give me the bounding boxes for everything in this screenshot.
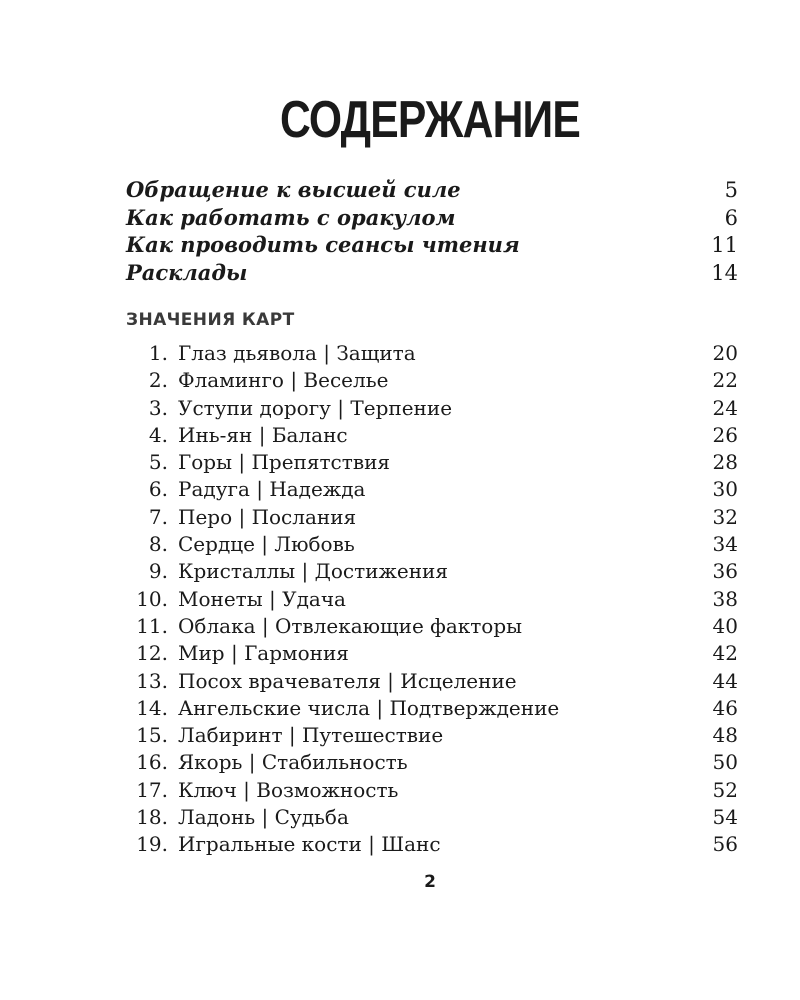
card-page: 44 [712,668,738,693]
card-entry[interactable] [126,805,738,832]
card-page: 20 [712,341,738,365]
card-number: 1. [148,341,168,365]
card-number: 11. [136,613,168,638]
card-entry[interactable] [126,587,738,614]
card-number: 3. [148,395,168,420]
card-page: 46 [712,695,738,720]
card-title: Радуга | Надежда [178,477,366,502]
card-entry[interactable] [126,477,738,504]
toc-entry[interactable] [126,177,738,205]
card-title: Перо | Послания [178,504,357,529]
card-number: 8. [148,532,168,557]
card-number: 14. [136,695,168,720]
card-number: 10. [136,586,168,611]
card-title: Облака | Отвлекающие факторы [178,613,523,638]
card-title: Фламинго | Веселье [178,368,389,393]
toc-entry[interactable] [126,205,738,233]
toc-entry-title: Расклады [126,259,248,285]
card-page: 28 [712,450,738,475]
card-title: Лабиринт | Путешествие [178,723,444,748]
card-number: 17. [136,777,168,802]
card-entry[interactable] [126,368,738,395]
card-number: 5. [148,450,168,475]
card-page: 50 [712,750,738,775]
page-number: 2 [424,872,436,892]
toc-entry[interactable] [126,260,738,288]
toc-entry-title: Как проводить сеансы чтения [126,232,520,257]
toc-entry-page: 11 [711,233,738,257]
card-entry[interactable] [126,669,738,696]
card-page: 26 [712,422,738,447]
card-entry[interactable] [126,750,738,777]
card-title: Кристаллы | Достижения [178,559,448,584]
card-entry[interactable] [126,505,738,532]
card-entry[interactable] [126,614,738,641]
card-number: 15. [136,723,168,748]
toc-entry-page: 14 [711,260,738,285]
card-title: Инь-ян | Баланс [178,422,348,447]
toc-entry-title: Как работать с оракулом [126,204,456,230]
card-title: Якорь | Стабильность [178,750,408,775]
card-number: 12. [136,641,168,666]
card-number: 4. [148,422,168,447]
card-entry[interactable] [126,396,738,423]
card-title: Сердце | Любовь [178,532,355,557]
card-page: 42 [712,641,738,666]
card-page: 38 [712,586,738,611]
toc-entry-title: Обращение к высшей силе [126,177,461,202]
card-meanings-list [126,341,738,860]
card-entry[interactable] [126,778,738,805]
card-page: 36 [712,559,738,584]
toc-entry[interactable] [126,232,738,260]
card-page: 48 [712,723,738,748]
card-number: 6. [148,477,168,502]
card-title: Монеты | Удача [178,586,346,611]
toc-entry-page: 6 [724,205,738,230]
card-page: 34 [712,532,738,557]
card-page: 24 [712,395,738,420]
card-title: Глаз дьявола | Защита [178,341,416,365]
toc-entry-page: 5 [724,178,738,202]
card-entry[interactable] [126,341,738,368]
card-number: 18. [136,805,168,830]
card-entry[interactable] [126,696,738,723]
card-number: 7. [148,504,168,529]
card-title: Ключ | Возможность [178,777,399,802]
card-title: Ладонь | Судьба [178,805,349,830]
card-page: 22 [712,368,738,393]
card-page: 32 [712,504,738,529]
card-entry[interactable] [126,532,738,559]
card-page: 54 [712,805,738,830]
card-entry[interactable] [126,723,738,750]
card-title: Игральные кости | Шанс [178,832,441,857]
card-title: Посох врачевателя | Исцеление [178,668,517,693]
card-title: Уступи дорогу | Терпение [178,395,453,420]
card-number: 19. [136,832,168,857]
card-page: 52 [712,777,738,802]
section-heading: ЗНАЧЕНИЯ КАРТ [126,310,295,330]
card-number: 2. [148,368,168,393]
card-page: 40 [712,613,738,638]
card-entry[interactable] [126,641,738,668]
card-number: 16. [136,750,168,775]
card-page: 30 [712,477,738,502]
intro-contents-list [126,177,738,287]
card-page: 56 [712,832,738,857]
card-number: 9. [148,559,168,584]
card-entry[interactable] [126,559,738,586]
card-entry[interactable] [126,450,738,477]
page-title: СОДЕРЖАНИЕ [279,91,581,149]
card-title: Мир | Гармония [178,641,349,666]
card-title: Горы | Препятствия [178,450,391,475]
card-number: 13. [136,668,168,693]
card-title: Ангельские числа | Подтверждение [178,695,560,720]
card-entry[interactable] [126,832,738,859]
card-entry[interactable] [126,423,738,450]
